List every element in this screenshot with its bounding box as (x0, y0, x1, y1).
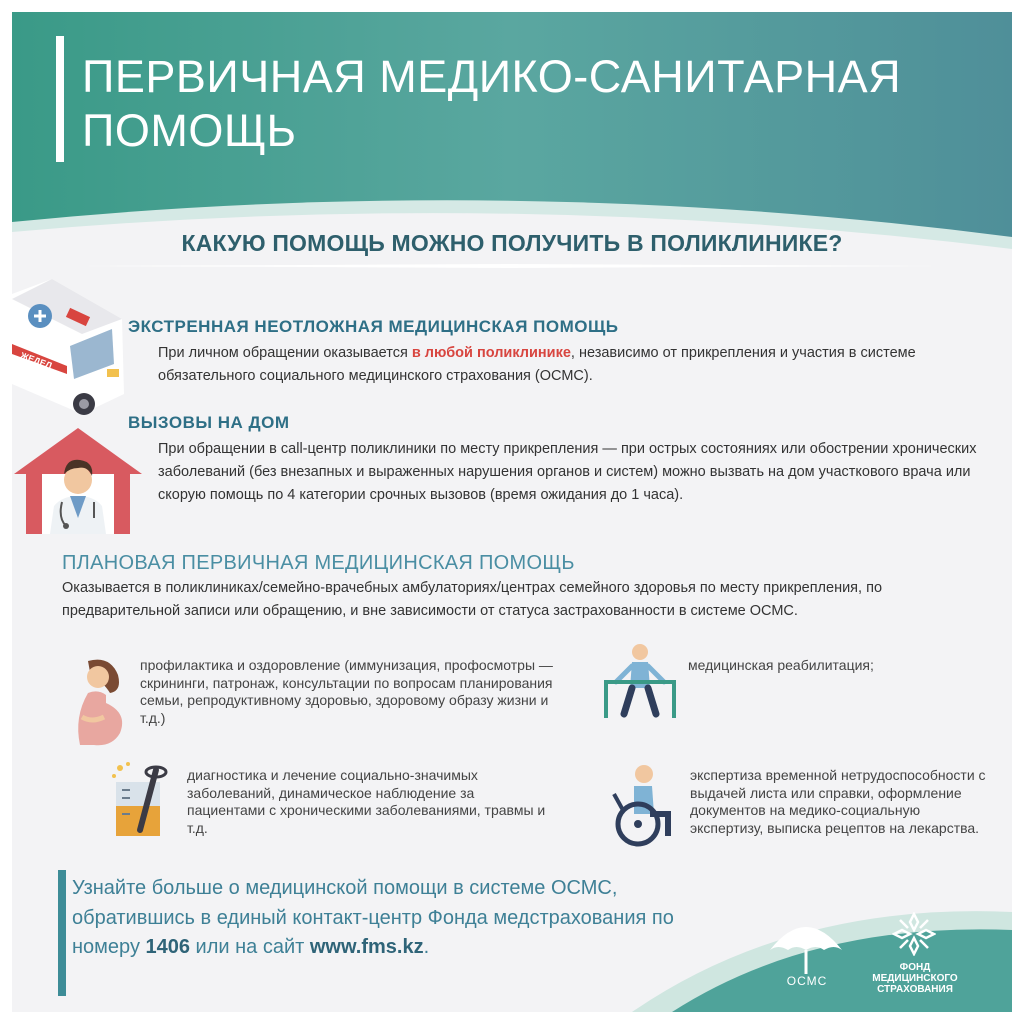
emergency-heading: ЭКСТРЕННАЯ НЕОТЛОЖНАЯ МЕДИЦИНСКАЯ ПОМОЩЬ (128, 317, 619, 336)
planned-heading: ПЛАНОВАЯ ПЕРВИЧНАЯ МЕДИЦИНСКАЯ ПОМОЩЬ (62, 552, 575, 574)
emergency-text: При личном обращении оказывается в любой поликлинике, независимо от прикрепления и участия в системе обязательного социального медицинского страхования (ОСМС). (158, 345, 916, 384)
item-diagnostics-text: диагностика и лечение социально-значимых заболеваний, динамическое наблюдение за пациентами с хроническими заболеваниями, травмы и т.д. (187, 767, 546, 836)
highlight-any-clinic: в любой поликлинике (411, 345, 571, 361)
doctor-house-icon (14, 422, 142, 534)
item-rehabilitation-text: медицинская реабилитация; (688, 657, 874, 673)
page-title (82, 50, 982, 158)
home-calls-text: При обращении в call-центр поликлиники по месту прикрепления — при острых состояниях или обострении хронических заболеваний (без внезапных и выраженных нарушения органов и систем) можно вызвать на дом участкового врача или скорую помощь по 4 категории срочных вызовов (время ожидания до 1 часа). (158, 441, 977, 503)
section-subtitle: КАКУЮ ПОМОЩЬ МОЖНО ПОЛУЧИТЬ В ПОЛИКЛИНИКЕ? (181, 230, 843, 256)
title-accent-bar (56, 36, 64, 162)
ambulance-label: ЖЕДЕЛ (19, 350, 54, 371)
wheelchair-icon (610, 764, 676, 848)
page-title-line2: ПОМОЩЬ (82, 105, 297, 156)
contact-phone: 1406 (145, 936, 190, 958)
page-title-line1: ПЕРВИЧНАЯ МЕДИКО-САНИТАРНАЯ (82, 51, 902, 102)
osms-logo-label: ОСМС (786, 974, 828, 988)
lab-beaker-icon (110, 760, 178, 840)
ambulance-icon (12, 274, 130, 419)
fund-logo-icon (892, 912, 936, 956)
home-calls-heading: ВЫЗОВЫ НА ДОМ (128, 413, 290, 432)
footer-contact-text: Узнайте больше о медицинской помощи в системе ОСМС, обратившись в единый контакт-центр Фонда медстрахования по номеру 1406 или на сайт www.fms.kz. (72, 877, 674, 958)
item-expertise-text: экспертиза временной нетрудоспособности с выдачей листа или справки, оформление документов на медико-социальную экспертизу, выписка рецептов на лекарства. (690, 767, 986, 836)
infographic-card (12, 12, 1012, 1012)
planned-text: Оказывается в поликлиниках/семейно-врачебных амбулаториях/центрах семейного здоровья по месту прикрепления, по предварительной записи или обращению, и вне зависимости от статуса застрахованности в системе ОСМС. (62, 580, 883, 619)
subtitle-underline (82, 264, 938, 268)
pregnant-woman-icon (70, 657, 130, 747)
fund-logo-label: ФОНД МЕДИЦИНСКОГО СТРАХОВАНИЯ (872, 962, 958, 995)
website-link[interactable]: www.fms.kz (309, 936, 424, 958)
rehabilitation-icon (600, 642, 680, 718)
item-prevention-text: профилактика и оздоровление (иммунизация, профосмотры — скрининги, патронаж, консультации по вопросам планирования семьи, репродуктивному здоровью, здоровому образу жизни и т.д.) (140, 657, 553, 726)
footer-accent-bar (58, 870, 66, 996)
